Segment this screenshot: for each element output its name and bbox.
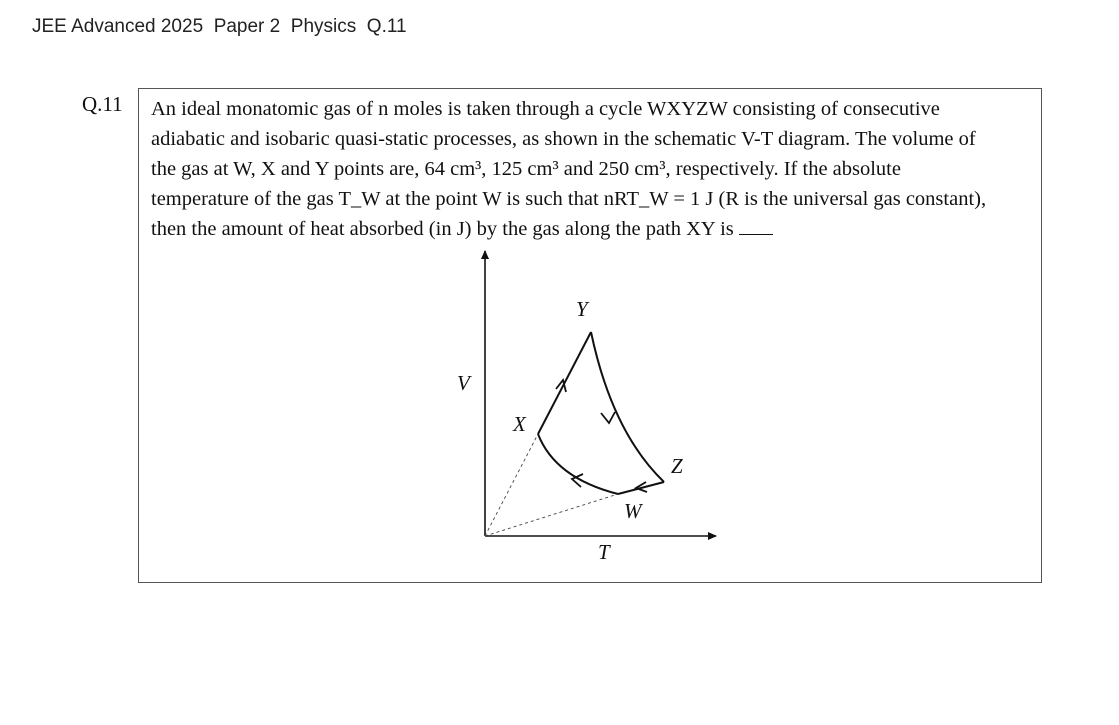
point-label-z: Z (671, 454, 683, 478)
point-label-y: Y (576, 297, 588, 321)
origin-to-w-dashed-line (485, 494, 618, 536)
arrow-yz (601, 412, 615, 423)
page-header: JEE Advanced 2025 Paper 2 Physics Q.11 (32, 16, 407, 37)
y-axis-label: V (457, 371, 470, 395)
question-line-5-text: then the amount of heat absorbed (in J) by the gas along the path XY is (151, 218, 734, 240)
question-line-2: adiabatic and isobaric quasi-static processes, as shown in the schematic V-T diagram. The volume of (151, 128, 976, 150)
question-line-1: An ideal monatomic gas of n moles is taken through a cycle WXYZW consisting of consecutive (151, 98, 940, 120)
point-label-w: W (624, 499, 642, 523)
question-line-3: the gas at W, X and Y points are, 64 cm³, 125 cm³ and 250 cm³, respectively. If the absolute (151, 158, 901, 180)
question-number: Q.11 (82, 92, 123, 116)
question-line-4: temperature of the gas T_W at the point W is such that nRT_W = 1 J (R is the universal gas constant), (151, 188, 987, 210)
x-axis-label: T (598, 540, 610, 564)
path-yz (591, 332, 664, 482)
path-zw (618, 482, 664, 494)
origin-to-x-dashed-line (485, 434, 538, 536)
point-label-x: X (513, 412, 526, 436)
